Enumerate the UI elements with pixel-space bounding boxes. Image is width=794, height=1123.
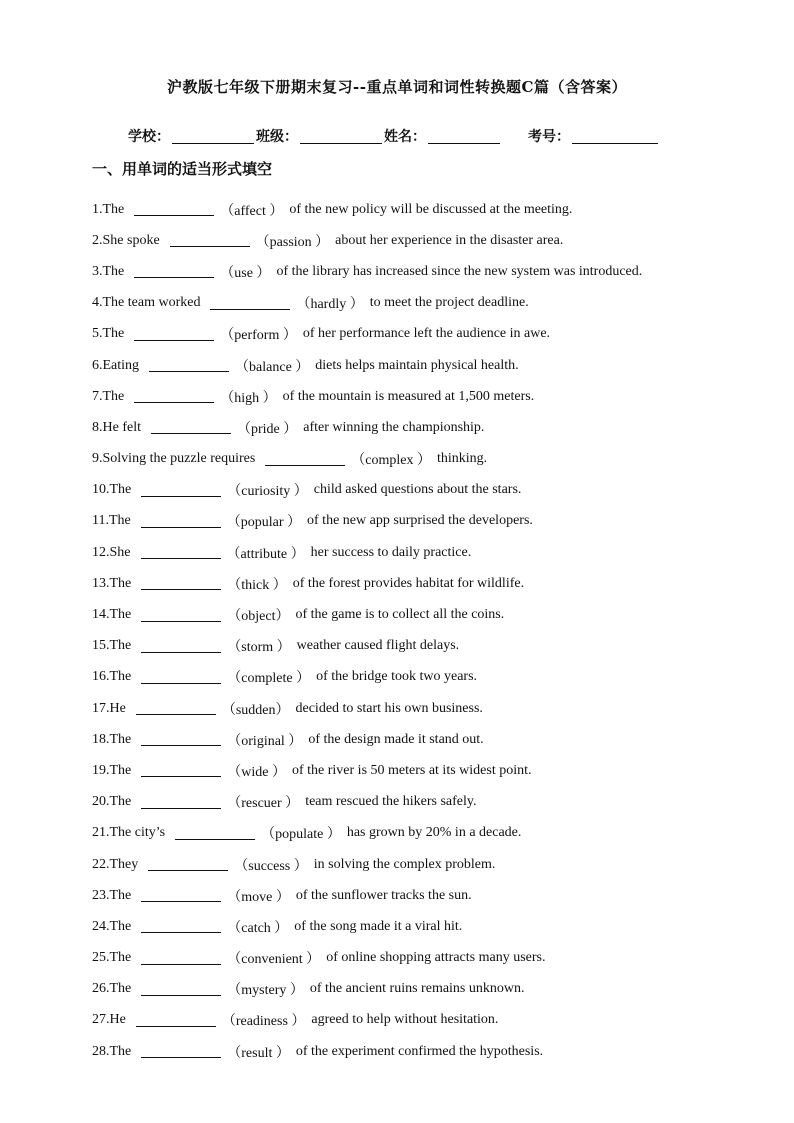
- question-item: [92, 194, 732, 225]
- question-item: [92, 256, 732, 287]
- hint-word: （result ）: [227, 1045, 290, 1061]
- answer-blank[interactable]: [134, 328, 214, 341]
- question-prefix: 19.The: [92, 762, 132, 778]
- question-item: [92, 755, 732, 786]
- question-remainder: of the mountain is measured at 1,500 meters.: [282, 388, 535, 404]
- question-prefix: 9.Solving the puzzle requires: [92, 451, 256, 467]
- hint-word: （success ）: [234, 858, 308, 874]
- hint-word: （storm ）: [227, 640, 291, 656]
- question-item: [92, 724, 732, 755]
- question-remainder: to meet the project deadline.: [369, 295, 529, 311]
- hint-word: （complete ）: [227, 671, 311, 687]
- answer-blank[interactable]: [265, 453, 345, 466]
- question-prefix: 28.The: [92, 1043, 132, 1059]
- question-item: [92, 444, 732, 475]
- question-prefix: 14.The: [92, 607, 132, 623]
- hint-word: （perform ）: [220, 328, 297, 344]
- question-remainder: of online shopping attracts many users.: [326, 950, 546, 966]
- question-remainder: of the river is 50 meters at its widest point.: [291, 762, 532, 778]
- question-prefix: 10.The: [92, 482, 132, 498]
- question-remainder: of the bridge took two years.: [316, 669, 478, 685]
- question-item: [92, 288, 732, 319]
- question-item: [92, 943, 732, 974]
- question-item: [92, 381, 732, 412]
- class-label: 班级：: [256, 129, 298, 145]
- question-prefix: 4.The team worked: [92, 295, 201, 311]
- school-blank[interactable]: [172, 129, 254, 144]
- question-item: [92, 818, 732, 849]
- question-list: [92, 194, 732, 1067]
- hint-word: （complex ）: [351, 453, 432, 469]
- document-title: 沪教版七年级下册期末复习--重点单词和词性转换题C篇（含答案）: [167, 78, 627, 96]
- question-remainder: of the song made it a viral hit.: [294, 918, 463, 934]
- hint-word: （affect ）: [220, 203, 284, 219]
- question-prefix: 20.The: [92, 794, 132, 810]
- question-remainder: of her performance left the audience in awe.: [302, 326, 551, 342]
- school-label: 学校：: [128, 129, 170, 145]
- hint-word: （move ）: [227, 889, 290, 905]
- answer-blank[interactable]: [141, 764, 221, 777]
- hint-word: （pride ）: [236, 421, 298, 437]
- answer-blank[interactable]: [151, 421, 231, 434]
- exam-number-label: 考号：: [528, 129, 570, 145]
- hint-word: （balance ）: [235, 359, 310, 375]
- question-remainder: about her experience in the disaster area.: [335, 232, 564, 248]
- hint-word: （high ）: [220, 390, 277, 406]
- hint-word: （rescuer ）: [227, 796, 300, 812]
- question-prefix: 26.The: [92, 981, 132, 997]
- answer-blank[interactable]: [210, 297, 290, 310]
- question-prefix: 3.The: [92, 263, 125, 279]
- question-prefix: 13.The: [92, 575, 132, 591]
- question-item: [92, 568, 732, 599]
- hint-word: （readiness ）: [221, 1014, 306, 1030]
- class-blank[interactable]: [300, 129, 382, 144]
- question-prefix: 12.She: [92, 544, 131, 560]
- question-item: [92, 1036, 732, 1067]
- answer-blank[interactable]: [141, 796, 221, 809]
- question-remainder: of the design made it stand out.: [308, 731, 484, 747]
- question-item: [92, 350, 732, 381]
- question-item: [92, 319, 732, 350]
- question-prefix: 11.The: [92, 513, 131, 529]
- question-item: [92, 475, 732, 506]
- question-remainder: in solving the complex problem.: [313, 856, 496, 872]
- question-prefix: 5.The: [92, 326, 125, 342]
- answer-blank[interactable]: [141, 577, 221, 590]
- question-remainder: after winning the championship.: [303, 419, 485, 435]
- question-item: [92, 631, 732, 662]
- answer-blank[interactable]: [141, 889, 221, 902]
- hint-word: （object）: [227, 609, 290, 625]
- hint-word: （thick ）: [227, 577, 287, 593]
- question-prefix: 6.Eating: [92, 357, 140, 373]
- question-item: [92, 849, 732, 880]
- question-remainder: weather caused flight delays.: [296, 638, 460, 654]
- question-remainder: has grown by 20% in a decade.: [346, 825, 522, 841]
- question-remainder: agreed to help without hesitation.: [311, 1012, 499, 1028]
- question-item: [92, 412, 732, 443]
- answer-blank[interactable]: [141, 983, 221, 996]
- answer-blank[interactable]: [141, 484, 221, 497]
- answer-blank[interactable]: [136, 702, 216, 715]
- hint-word: （hardly ）: [296, 297, 364, 313]
- question-item: [92, 225, 732, 256]
- question-item: [92, 693, 732, 724]
- answer-blank[interactable]: [175, 827, 255, 840]
- question-remainder: of the new app surprised the developers.: [307, 513, 533, 529]
- question-prefix: 16.The: [92, 669, 132, 685]
- question-item: [92, 974, 732, 1005]
- student-info-line: [128, 126, 660, 146]
- hint-word: （attribute ）: [226, 546, 305, 562]
- answer-blank[interactable]: [148, 858, 228, 871]
- question-item: [92, 506, 732, 537]
- question-remainder: her success to daily practice.: [310, 544, 472, 560]
- hint-word: （curiosity ）: [227, 484, 308, 500]
- answer-blank[interactable]: [134, 203, 214, 216]
- answer-blank[interactable]: [141, 671, 221, 684]
- question-item: [92, 662, 732, 693]
- question-prefix: 18.The: [92, 731, 132, 747]
- hint-word: （wide ）: [227, 764, 286, 780]
- answer-blank[interactable]: [136, 1014, 216, 1027]
- question-remainder: of the ancient ruins remains unknown.: [309, 981, 525, 997]
- question-remainder: of the forest provides habitat for wildlife.: [292, 575, 525, 591]
- answer-blank[interactable]: [141, 546, 221, 559]
- question-prefix: 15.The: [92, 638, 132, 654]
- question-prefix: 2.She spoke: [92, 232, 160, 248]
- hint-word: （catch ）: [227, 920, 289, 936]
- answer-blank[interactable]: [170, 234, 250, 247]
- answer-blank[interactable]: [141, 733, 221, 746]
- answer-blank[interactable]: [149, 359, 229, 372]
- question-prefix: 17.He: [92, 700, 126, 716]
- question-prefix: 7.The: [92, 388, 125, 404]
- question-item: [92, 787, 732, 818]
- hint-word: （populate ）: [261, 827, 341, 843]
- name-blank[interactable]: [428, 129, 500, 144]
- answer-blank[interactable]: [141, 1045, 221, 1058]
- question-remainder: of the experiment confirmed the hypothesis.: [295, 1043, 544, 1059]
- question-item: [92, 880, 732, 911]
- question-prefix: 23.The: [92, 887, 132, 903]
- question-item: [92, 1005, 732, 1036]
- question-prefix: 21.The city’s: [92, 825, 166, 841]
- question-prefix: 27.He: [92, 1012, 126, 1028]
- question-remainder: thinking.: [437, 451, 488, 467]
- question-remainder: of the new policy will be discussed at the meeting.: [289, 201, 573, 217]
- question-prefix: 8.He felt: [92, 419, 141, 435]
- question-prefix: 22.They: [92, 856, 139, 872]
- hint-word: （use ）: [220, 265, 271, 281]
- question-prefix: 24.The: [92, 918, 132, 934]
- question-remainder: team rescued the hikers safely.: [305, 794, 477, 810]
- question-remainder: of the sunflower tracks the sun.: [295, 887, 472, 903]
- name-label: 姓名：: [384, 129, 426, 145]
- hint-word: （sudden）: [221, 702, 290, 718]
- section-heading: 一、用单词的适当形式填空: [92, 160, 273, 178]
- answer-blank[interactable]: [141, 952, 221, 965]
- hint-word: （mystery ）: [227, 983, 304, 999]
- question-item: [92, 537, 732, 568]
- exam-number-blank[interactable]: [572, 129, 658, 144]
- question-item: [92, 599, 732, 630]
- hint-word: （passion ）: [255, 234, 330, 250]
- hint-word: （popular ）: [226, 515, 302, 531]
- hint-word: （convenient ）: [227, 952, 321, 968]
- question-remainder: decided to start his own business.: [295, 700, 483, 716]
- question-item: [92, 911, 732, 942]
- question-remainder: of the game is to collect all the coins.: [295, 607, 505, 623]
- question-remainder: of the library has increased since the new system was introduced.: [276, 263, 643, 279]
- question-prefix: 1.The: [92, 201, 125, 217]
- answer-blank[interactable]: [141, 640, 221, 653]
- answer-blank[interactable]: [141, 920, 221, 933]
- question-remainder: diets helps maintain physical health.: [315, 357, 519, 373]
- answer-blank[interactable]: [134, 390, 214, 403]
- question-prefix: 25.The: [92, 950, 132, 966]
- hint-word: （original ）: [227, 733, 303, 749]
- question-remainder: child asked questions about the stars.: [313, 482, 522, 498]
- answer-blank[interactable]: [141, 609, 221, 622]
- answer-blank[interactable]: [141, 515, 221, 528]
- answer-blank[interactable]: [134, 265, 214, 278]
